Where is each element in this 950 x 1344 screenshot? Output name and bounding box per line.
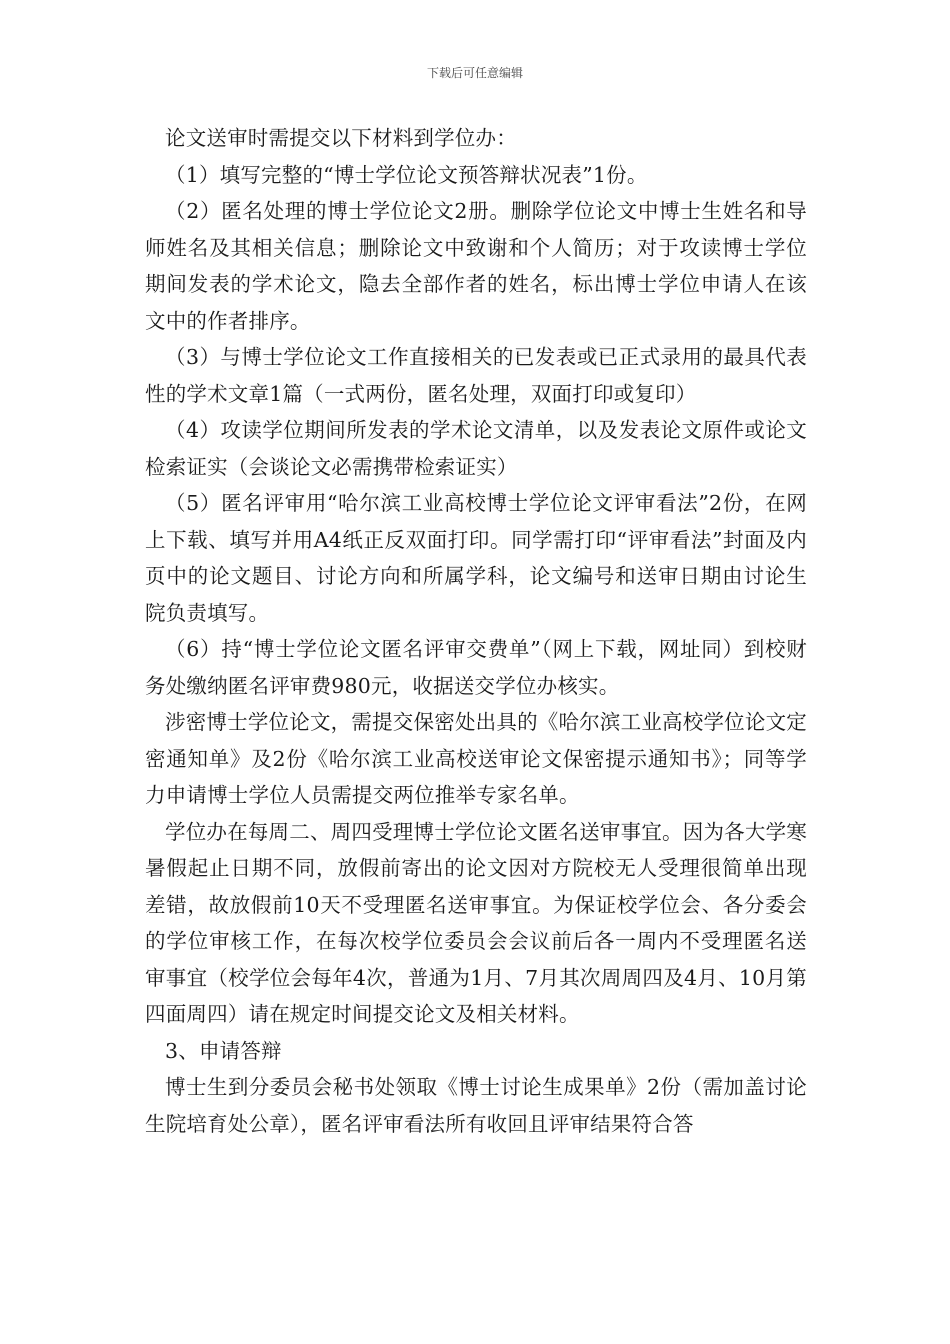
paragraph-item-2: （2）匿名处理的博士学位论文2册。删除学位论文中博士生姓名和导师姓名及其相关信息；删除论文中致谢和个人简历；对于攻读博士学位期间发表的学术论文，隐去全部作者的姓名，标出博士学位申请人在该文中的作者排序。 <box>145 199 807 333</box>
paragraph-intro: 论文送审时需提交以下材料到学位办： <box>165 126 517 150</box>
paragraph-item-3: （3）与博士学位论文工作直接相关的已发表或已正式录用的最具代表性的学术文章1篇（一式两份，匿名处理，双面打印或复印） <box>145 345 807 406</box>
paragraph-item-6: （6）持“博士学位论文匿名评审交费单”（网上下载，网址同）到校财务处缴纳匿名评审费980元，收据送交学位办核实。 <box>145 637 807 698</box>
document-body <box>145 120 807 1142</box>
paragraph-review-schedule: 学位办在每周二、周四受理博士学位论文匿名送审事宜。因为各大学寒暑假起止日期不同，放假前寄出的论文因对方院校无人受理很简单出现差错，故放假前10天不受理匿名送审事宜。为保证校学位会、各分委会的学位审核工作，在每次校学位委员会会议前后各一周内不受理匿名送审事宜（校学位会每年4次，普通为1月、7月其次周周四及4月、10月第四面周四）请在规定时间提交论文及相关材料。 <box>145 819 807 1026</box>
paragraph-item-5: （5）匿名评审用“哈尔滨工业高校博士学位论文评审看法”2份，在网上下载、填写并用A4纸正反双面打印。同学需打印“评审看法”封面及内页中的论文题目、讨论方向和所属学科，论文编号和送审日期由讨论生院负责填写。 <box>145 491 807 625</box>
paragraph-item-1: （1）填写完整的“博士学位论文预答辩状况表”1份。 <box>165 162 648 187</box>
paragraph-defense-application: 博士生到分委员会秘书处领取《博士讨论生成果单》2份（需加盖讨论生院培育处公章），匿名评审看法所有收回且评审结果符合答 <box>145 1075 807 1136</box>
section-heading-defense: 3、申请答辩 <box>165 1038 282 1063</box>
paragraph-item-4: （4）攻读学位期间所发表的学术论文清单，以及发表论文原件或论文检索证实（会谈论文必需携带检索证实） <box>145 418 807 479</box>
page-header: 下载后可任意编辑 <box>426 66 523 80</box>
paragraph-classified-thesis: 涉密博士学位论文，需提交保密处出具的《哈尔滨工业高校学位论文定密通知单》及2份《哈尔滨工业高校送审论文保密提示通知书》；同等学力申请博士学位人员需提交两位推举专家名单。 <box>145 710 807 807</box>
